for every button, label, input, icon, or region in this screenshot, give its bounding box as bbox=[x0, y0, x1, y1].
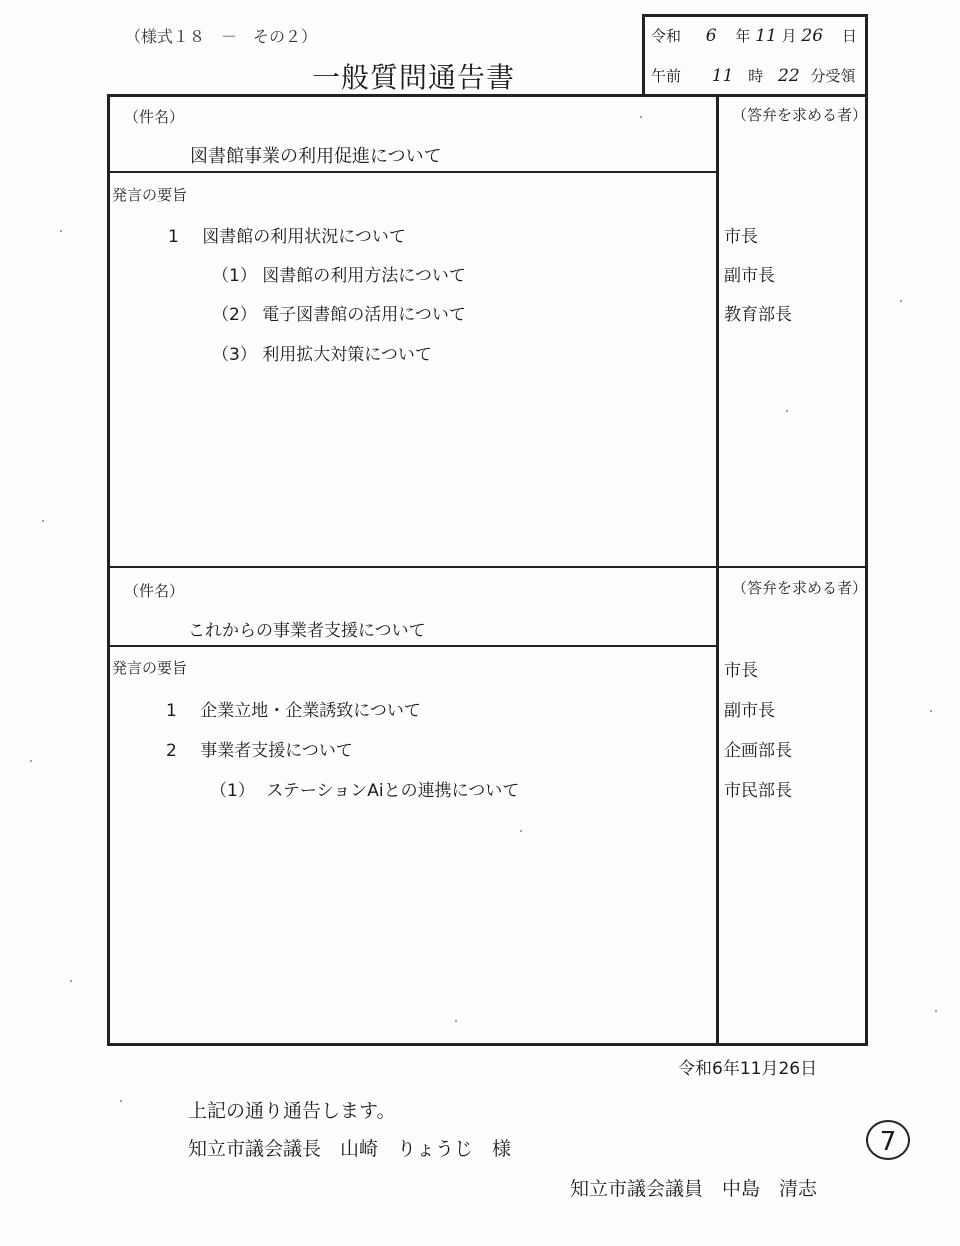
item-number: 1 bbox=[166, 701, 177, 721]
section1-item-1-2 bbox=[212, 300, 466, 325]
era-label: 令和 bbox=[651, 27, 682, 45]
receipt-stamp bbox=[642, 14, 868, 94]
circled-page-number: 7 bbox=[866, 1120, 910, 1160]
section2-responder-4: 市民部長 bbox=[724, 781, 792, 801]
section1-item-1-3 bbox=[212, 340, 432, 365]
section1-responder-2: 副市長 bbox=[724, 266, 775, 286]
hour-value: 11 bbox=[711, 66, 734, 86]
year-value: 6 bbox=[705, 26, 717, 46]
item-number: （1） bbox=[212, 266, 257, 286]
section1-item-1-1 bbox=[212, 261, 466, 286]
ampm-label: 午前 bbox=[651, 67, 682, 85]
item-number: （1） bbox=[210, 781, 255, 801]
item-text: 事業者支援について bbox=[200, 741, 353, 761]
item-number: 2 bbox=[166, 741, 177, 761]
section2-responder-3: 企画部長 bbox=[724, 741, 792, 761]
item-text: 企業立地・企業誘致について bbox=[200, 701, 421, 721]
minute-unit: 分受領 bbox=[810, 67, 856, 85]
section1-subject: 図書館事業の利用促進について bbox=[190, 146, 442, 167]
addressee: 知立市議会議長 山崎 りょうじ 様 bbox=[188, 1138, 512, 1160]
day-value: 26 bbox=[801, 26, 824, 46]
receipt-time bbox=[651, 65, 855, 86]
section2-summary-label: 発言の要旨 bbox=[112, 659, 188, 677]
item-text: ステーションAiとの連携について bbox=[266, 781, 520, 801]
section2-responder-2: 副市長 bbox=[724, 701, 775, 721]
item-text: 利用拡大対策について bbox=[262, 345, 432, 365]
section2-subject-rule bbox=[107, 645, 719, 647]
day-unit: 日 bbox=[841, 27, 857, 45]
form-code: （様式１８ － その２） bbox=[125, 27, 318, 46]
sender: 知立市議会議員 中島 清志 bbox=[570, 1178, 818, 1200]
section2-responder-1: 市長 bbox=[724, 661, 758, 681]
hour-unit: 時 bbox=[748, 67, 764, 85]
receipt-date bbox=[651, 25, 857, 46]
section2-responders-label: （答弁を求める者） bbox=[732, 579, 868, 597]
item-number: （2） bbox=[212, 305, 257, 325]
section2-item-1 bbox=[166, 696, 421, 721]
section1-responders-label: （答弁を求める者） bbox=[732, 106, 868, 124]
responder-column-divider bbox=[716, 94, 719, 1046]
item-text: 図書館の利用方法について bbox=[262, 266, 466, 286]
section1-subject-label: （件名） bbox=[124, 108, 185, 126]
document-title: 一般質問通告書 bbox=[312, 61, 516, 94]
month-value: 11 bbox=[755, 26, 777, 46]
section1-responder-3: 教育部長 bbox=[724, 305, 792, 325]
section1-item-1 bbox=[168, 222, 406, 247]
section1-summary-label: 発言の要旨 bbox=[112, 186, 188, 204]
item-text: 電子図書館の活用について bbox=[262, 305, 466, 325]
minute-value: 22 bbox=[778, 66, 800, 86]
section2-item-2-1 bbox=[210, 776, 519, 801]
section2-subject-label: （件名） bbox=[124, 582, 185, 600]
notice-statement: 上記の通り通告します。 bbox=[188, 1100, 396, 1122]
year-unit: 年 bbox=[735, 27, 751, 45]
submission-date: 令和6年11月26日 bbox=[678, 1059, 818, 1079]
section2-subject: これからの事業者支援について bbox=[188, 621, 426, 641]
item-number: 1 bbox=[168, 227, 179, 247]
section2-item-2 bbox=[166, 736, 353, 761]
item-number: （3） bbox=[212, 345, 257, 365]
section1-responder-1: 市長 bbox=[724, 227, 758, 247]
section1-subject-rule bbox=[107, 171, 719, 173]
item-text: 図書館の利用状況について bbox=[202, 227, 406, 247]
month-unit: 月 bbox=[781, 27, 797, 45]
section-divider bbox=[107, 566, 868, 568]
